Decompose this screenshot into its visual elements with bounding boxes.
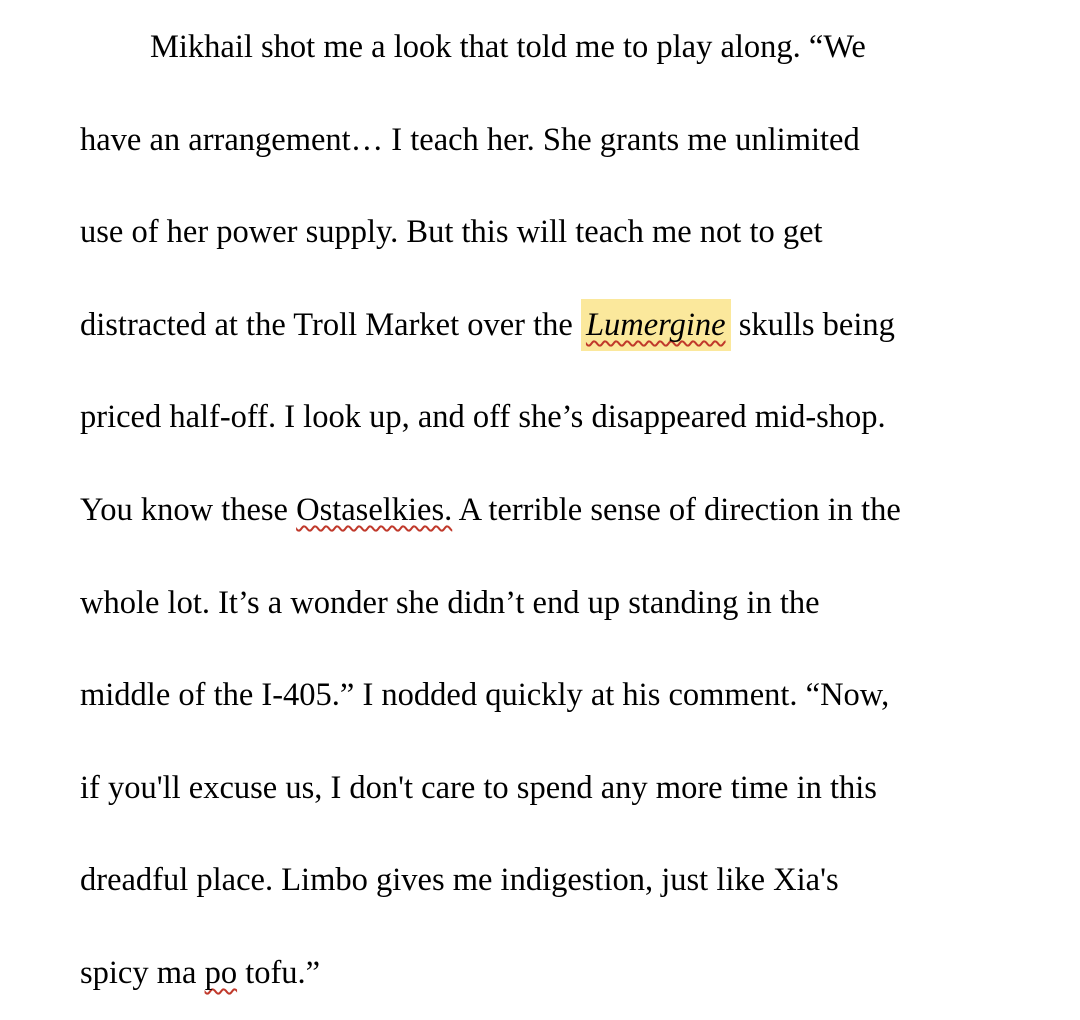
- text-segment: have an arrangement… I teach her. She grants me unlimited: [80, 121, 860, 158]
- text-line: [80, 371, 1080, 464]
- text-segment: spicy ma: [80, 954, 205, 991]
- misspelled-word[interactable]: po: [204, 954, 238, 991]
- text-line: [80, 834, 1080, 927]
- text-segment: dreadful place. Limbo gives me indigestion, just like Xia's: [80, 862, 839, 899]
- text-line: [80, 649, 1080, 742]
- text-line: [80, 1, 1080, 94]
- misspelled-word[interactable]: Ostaselkies.: [296, 491, 453, 528]
- text-segment: middle of the I-405.” I nodded quickly at his comment. “Now,: [80, 677, 890, 714]
- text-segment: tofu.”: [237, 954, 321, 991]
- text-segment: distracted at the Troll Market over the: [80, 306, 581, 343]
- text-segment: use of her power supply. But this will teach me not to get: [80, 214, 823, 251]
- text-segment: skulls being: [730, 306, 895, 343]
- paragraph: [80, 1, 1080, 1020]
- text-line: [80, 94, 1080, 187]
- text-line: [80, 927, 1080, 1020]
- text-segment: You know these: [80, 491, 297, 528]
- text-segment: if you'll excuse us, I don't care to spend any more time in this: [80, 769, 877, 806]
- text-segment: Mikhail shot me a look that told me to play along. “We: [150, 29, 866, 65]
- text-segment: whole lot. It’s a wonder she didn’t end up standing in the: [80, 584, 820, 621]
- text-line: [80, 742, 1080, 835]
- text-segment: priced half-off. I look up, and off she’s disappeared mid-shop.: [80, 399, 886, 436]
- text-line: [80, 186, 1080, 279]
- text-line: [80, 279, 1080, 372]
- text-line: [80, 464, 1080, 557]
- text-segment: A terrible sense of direction in the: [452, 491, 901, 528]
- misspelled-word-highlighted[interactable]: Lumergine: [581, 299, 731, 351]
- text-line: [80, 557, 1080, 650]
